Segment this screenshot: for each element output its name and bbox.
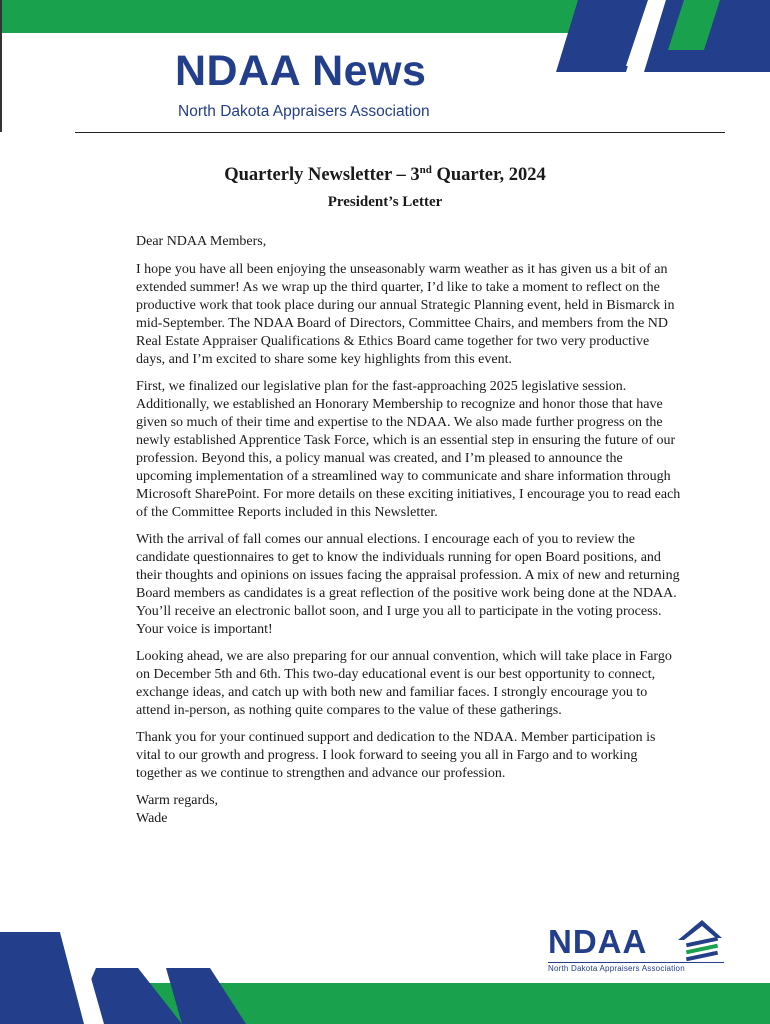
- footer-logo-subtitle: North Dakota Appraisers Association: [548, 962, 724, 973]
- letter-signature: Wade: [136, 811, 168, 826]
- letter-paragraph-4: Looking ahead, we are also preparing for our annual convention, which will take place in Fargo on December 5th and 6th. This two-day educational event is our best opportunity to connect, exchange ideas, and catch up with both new and familiar faces. I strongly encourage you to attend in-person, as nothing quite compares to the value of these gatherings.: [136, 649, 672, 718]
- newsletter-title: [0, 164, 770, 186]
- house-logo-icon: [676, 918, 724, 964]
- bottom-blue-shape-left: [0, 932, 84, 1024]
- left-margin-line: [0, 0, 2, 132]
- letter-paragraph-3: With the arrival of fall comes our annual elections. I encourage each of you to review the candidate questionnaires to get to know the individuals running for open Board positions, and their thoughts and opinions on issues facing the appraisal profession. A mix of new and returning Board members as candidates is a great reflection of the positive work being done at the NDAA. You’ll receive an electronic ballot soon, and I urge you all to participate in the voting process. Your voice is important!: [136, 532, 680, 637]
- top-blue-stripe-2: [644, 0, 770, 72]
- letter-paragraph-2: First, we finalized our legislative plan for the fast-approaching 2025 legislative session. Additionally, we established an Honorary Membership to recognize and honor those that have given so much of their time and expertise to the NDAA. We also made further progress on the newly established Apprentice Task Force, which is an essential step in ensuring the future of our profession. Beyond this, a policy manual was created, and I’m pleased to announce the upcoming implementation of a streamlined way to communicate and share information through Microsoft SharePoint. For more details on these exciting initiatives, I encourage you to read each of the Committee Reports included in this Newsletter.: [136, 379, 681, 520]
- top-blue-stripe-1: [556, 0, 648, 72]
- top-green-stripe: [668, 0, 720, 50]
- letter-paragraph-1: I hope you have all been enjoying the unseasonably warm weather as it has given us a bit of an extended summer! As we wrap up the third quarter, I’d like to take a moment to reflect on the productive work that took place during our annual Strategic Planning event, held in Bismarck in mid-September. The NDAA Board of Directors, Committee Chairs, and members from the ND Real Estate Appraiser Qualifications & Ethics Board came together for two very productive days, and I’m excited to share some key highlights from this event.: [136, 262, 675, 367]
- newsletter-title-suffix: Quarter, 2024: [431, 165, 546, 185]
- letter-closing: Warm regards,: [136, 793, 219, 808]
- section-title: President’s Letter: [327, 194, 443, 210]
- bottom-green-band: [0, 983, 770, 1024]
- bottom-white-notch: [60, 932, 104, 1024]
- masthead-subtitle: North Dakota Appraisers Association: [178, 103, 430, 120]
- newsletter-title-sup: nd: [419, 164, 432, 176]
- presidents-letter: [136, 233, 681, 828]
- top-green-band: [0, 0, 770, 33]
- bottom-blue-shape-right: [166, 968, 246, 1024]
- letter-greeting: Dear NDAA Members,: [136, 234, 267, 249]
- header-divider: [75, 132, 725, 133]
- newsletter-title-prefix: Quarterly Newsletter – 3: [224, 165, 420, 185]
- footer-logo-name: NDAA: [548, 923, 648, 960]
- masthead-title: NDAA News: [175, 47, 427, 95]
- letter-paragraph-5: Thank you for your continued support and dedication to the NDAA. Member participation is vital to our growth and progress. I look forward to seeing you all in Fargo and to working together as we continue to strengthen and advance our profession.: [136, 730, 656, 781]
- top-white-stripe: [626, 0, 666, 66]
- bottom-blue-shape-mid: [72, 968, 182, 1024]
